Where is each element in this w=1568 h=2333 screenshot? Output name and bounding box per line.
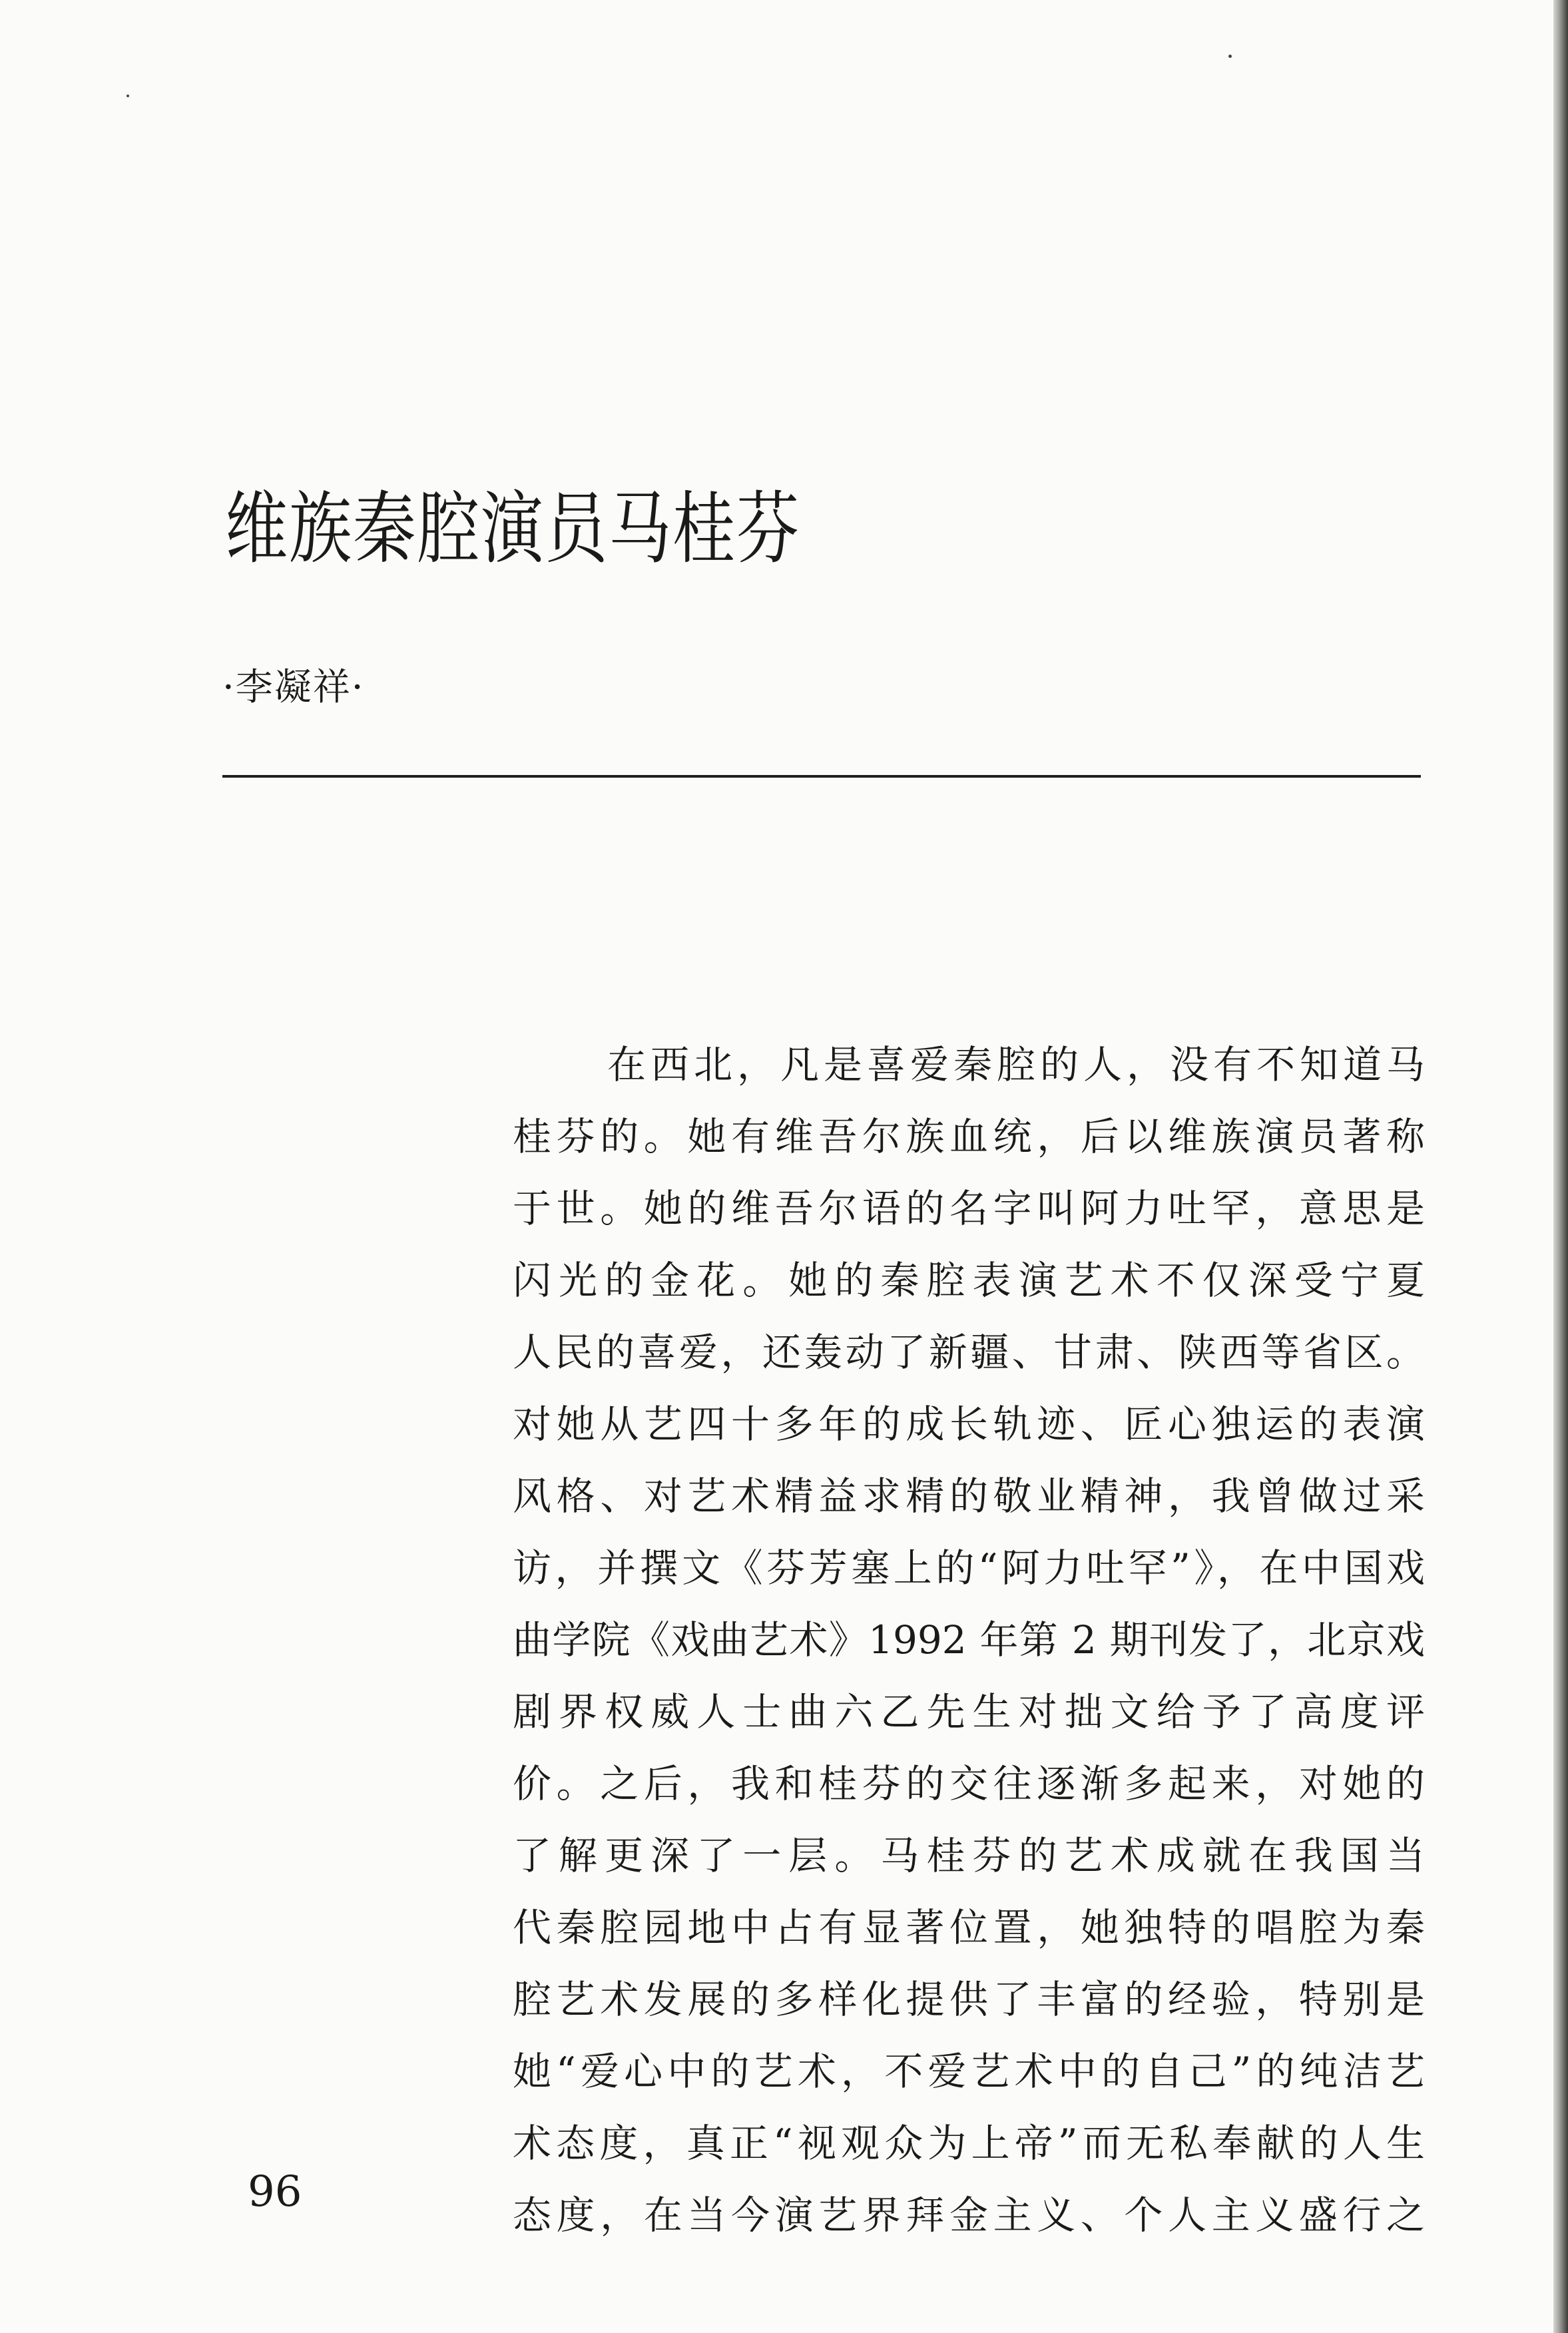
body-line: 桂芬的。她有维吾尔族血统，后以维族演员著称 xyxy=(513,1114,1425,1159)
body-line: 态度，在当今演艺界拜金主义、个人主义盛行之 xyxy=(513,2193,1425,2238)
body-line: 价。之后，我和桂芬的交往逐渐多起来，对她的 xyxy=(513,1761,1425,1806)
body-line: 她“爱心中的艺术，不爱艺术中的自己”的纯洁艺 xyxy=(513,2049,1425,2094)
body-line: 腔艺术发展的多样化提供了丰富的经验，特别是 xyxy=(513,1977,1425,2022)
scan-speck xyxy=(127,95,129,97)
scan-speck xyxy=(1228,55,1232,58)
body-line: 代秦腔园地中占有显著位置，她独特的唱腔为秦 xyxy=(513,1905,1425,1950)
article-author: ·李凝祥· xyxy=(222,666,365,709)
article-body xyxy=(513,1029,1425,2251)
scan-page-edge xyxy=(1553,0,1568,2333)
body-line: 访，并撰文《芬芳塞上的“阿力吐罕”》，在中国戏 xyxy=(513,1545,1425,1591)
body-line: 对她从艺四十多年的成长轨迹、匠心独运的表演 xyxy=(513,1402,1425,1447)
body-line: 术态度，真正“视观众为上帝”而无私奉献的人生 xyxy=(513,2121,1425,2166)
article-title: 维族秦腔演员马桂芬 xyxy=(225,483,801,575)
body-line: 剧界权威人士曲六乙先生对拙文给予了高度评 xyxy=(513,1689,1425,1734)
page-number: 96 xyxy=(248,2167,302,2216)
body-line: 了解更深了一层。马桂芬的艺术成就在我国当 xyxy=(513,1833,1425,1878)
body-line: 在西北，凡是喜爱秦腔的人，没有不知道马 xyxy=(607,1042,1425,1087)
body-line: 风格、对艺术精益求精的敬业精神，我曾做过采 xyxy=(513,1473,1425,1519)
body-line: 人民的喜爱，还轰动了新疆、甘肃、陕西等省区。 xyxy=(513,1330,1425,1375)
body-line: 闪光的金花。她的秦腔表演艺术不仅深受宁夏 xyxy=(513,1258,1425,1303)
body-line: 于世。她的维吾尔语的名字叫阿力吐罕，意思是 xyxy=(513,1186,1425,1231)
body-line: 曲学院《戏曲艺术》1992 年第 2 期刊发了，北京戏 xyxy=(513,1617,1425,1663)
title-divider-rule xyxy=(222,775,1421,778)
